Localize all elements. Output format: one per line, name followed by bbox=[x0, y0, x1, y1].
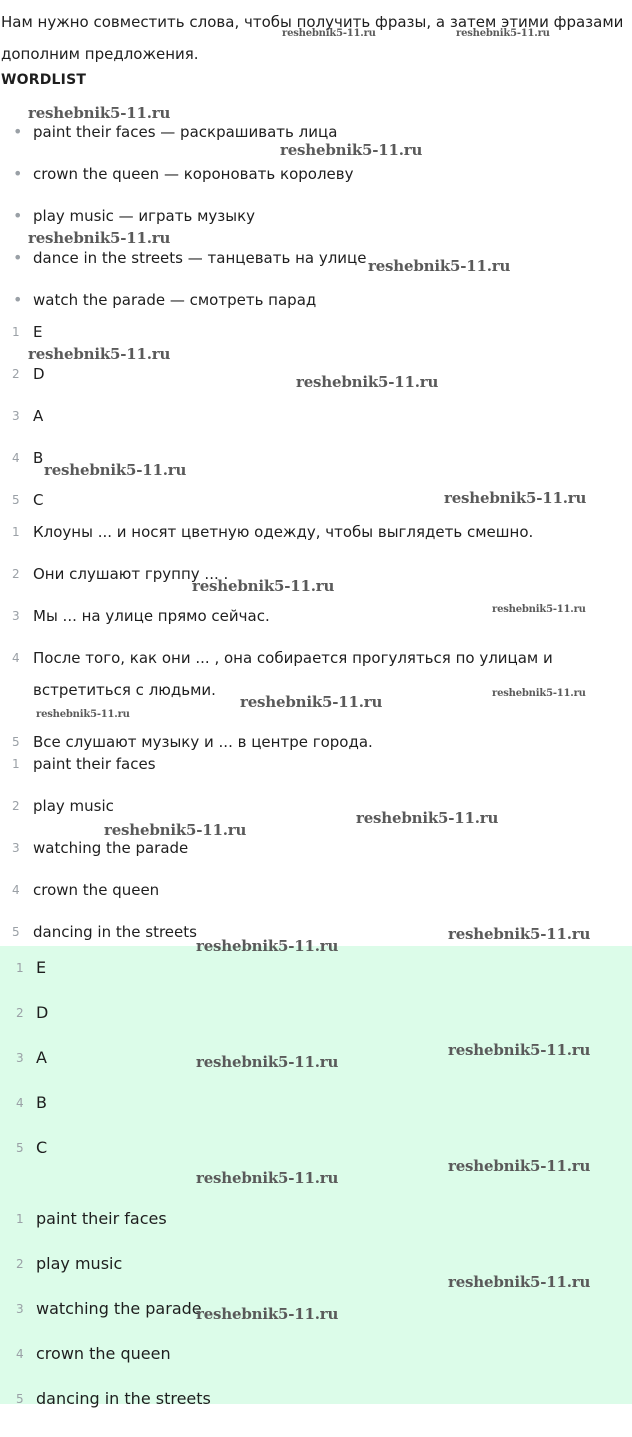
watermark: reshebnik5-11.ru bbox=[196, 1169, 339, 1187]
watermark: reshebnik5-11.ru bbox=[444, 489, 587, 507]
watermark: reshebnik5-11.ru bbox=[196, 1053, 339, 1071]
wordlist-item: • crown the queen — короновать королеву bbox=[13, 164, 354, 183]
watermark: reshebnik5-11.ru bbox=[28, 229, 171, 247]
list-item: 3 watching the parade bbox=[12, 839, 189, 857]
list-item: 1 Клоуны ... и носят цветную одежду, чтобы выглядеть смешно. bbox=[12, 523, 534, 541]
wordlist-item: • dance in the streets — танцевать на улице bbox=[13, 248, 367, 267]
watermark: reshebnik5-11.ru bbox=[192, 577, 335, 595]
watermark: reshebnik5-11.ru bbox=[448, 1273, 591, 1291]
watermark: reshebnik5-11.ru bbox=[448, 1157, 591, 1175]
watermark: reshebnik5-11.ru bbox=[28, 104, 171, 122]
watermark: reshebnik5-11.ru bbox=[356, 809, 499, 827]
list-item: 4 crown the queen bbox=[16, 1344, 171, 1363]
list-item: 5 Все слушают музыку и ... в центре города. bbox=[12, 733, 373, 751]
bullet-icon: • bbox=[13, 122, 23, 141]
list-item: 2 D bbox=[16, 1003, 49, 1022]
task-instructions: Нам нужно совместить слова, чтобы получить фразы, а затем этими фразами дополним предложения. bbox=[1, 13, 624, 63]
wordlist-item: • watch the parade — смотреть парад bbox=[13, 290, 317, 309]
watermark: reshebnik5-11.ru bbox=[196, 1305, 339, 1323]
bullet-icon: • bbox=[13, 164, 23, 183]
list-item: 5 C bbox=[16, 1138, 48, 1157]
list-item: 3 watching the parade bbox=[16, 1299, 202, 1318]
list-item: 4 После того, как они ... , она собирается прогуляться по улицам и встретиться с людьми. bbox=[12, 649, 553, 699]
watermark: reshebnik5-11.ru bbox=[492, 688, 586, 699]
list-item: 2 Они слушают группу ... . bbox=[12, 565, 229, 583]
watermark: reshebnik5-11.ru bbox=[296, 373, 439, 391]
list-item: 5 C bbox=[12, 491, 44, 509]
list-item: 3 Мы ... на улице прямо сейчас. bbox=[12, 607, 270, 625]
bullet-icon: • bbox=[13, 290, 23, 309]
watermark: reshebnik5-11.ru bbox=[44, 461, 187, 479]
wordlist-item: • paint their faces — раскрашивать лица bbox=[13, 122, 338, 141]
watermark: reshebnik5-11.ru bbox=[280, 141, 423, 159]
list-item: 3 A bbox=[16, 1048, 47, 1067]
wordlist-item: • play music — играть музыку bbox=[13, 206, 256, 225]
list-item: 5 dancing in the streets bbox=[16, 1389, 211, 1408]
list-item: 1 E bbox=[12, 323, 43, 341]
wordlist-heading: WORDLIST bbox=[1, 72, 87, 88]
list-item: 2 D bbox=[12, 365, 45, 383]
watermark: reshebnik5-11.ru bbox=[240, 693, 383, 711]
list-item: 1 paint their faces bbox=[12, 755, 156, 773]
list-item: 2 play music bbox=[12, 797, 114, 815]
list-item: 5 dancing in the streets bbox=[12, 923, 197, 941]
watermark: reshebnik5-11.ru bbox=[448, 1041, 591, 1059]
watermark: reshebnik5-11.ru bbox=[492, 604, 586, 615]
watermark: reshebnik5-11.ru bbox=[104, 821, 247, 839]
bullet-icon: • bbox=[13, 206, 23, 225]
list-item: 4 B bbox=[16, 1093, 47, 1112]
watermark: reshebnik5-11.ru bbox=[448, 925, 591, 943]
watermark: reshebnik5-11.ru bbox=[368, 257, 511, 275]
sentences-list bbox=[0, 522, 632, 774]
list-item: 1 E bbox=[16, 958, 47, 977]
list-item: 3 A bbox=[12, 407, 44, 425]
watermark: reshebnik5-11.ru bbox=[36, 709, 130, 720]
list-item: 4 crown the queen bbox=[12, 881, 160, 899]
watermark: reshebnik5-11.ru bbox=[28, 345, 171, 363]
watermark: reshebnik5-11.ru bbox=[282, 28, 376, 39]
list-item: 2 play music bbox=[16, 1254, 123, 1273]
watermark: reshebnik5-11.ru bbox=[196, 937, 339, 955]
watermark: reshebnik5-11.ru bbox=[456, 28, 550, 39]
list-item: 4 B bbox=[12, 449, 44, 467]
list-item: 1 paint their faces bbox=[16, 1209, 167, 1228]
bullet-icon: • bbox=[13, 248, 23, 267]
